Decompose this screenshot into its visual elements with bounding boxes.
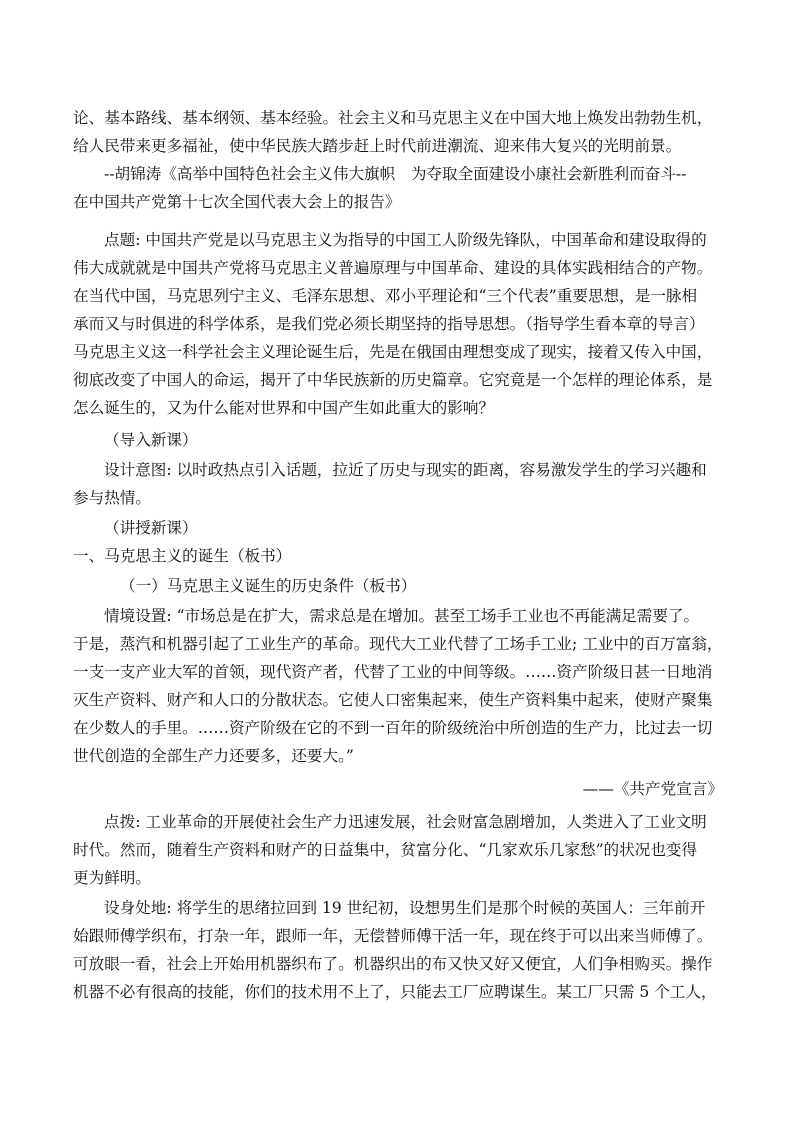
paragraph-line: 点拨: 工业革命的开展使社会生产力迅速发展，社会财富急剧增加，人类进入了工业文明 xyxy=(104,813,707,831)
paragraph-line: 于是，蒸汽和机器引起了工业生产的革命。现代大工业代替了工场手工业; 工业中的百万富翁， xyxy=(73,635,723,653)
paragraph-line: 在当代中国，马克思列宁主义、毛泽东思想、邓小平理论和“三个代表”重要思想，是一脉相 xyxy=(73,287,698,305)
paragraph-line: 论、基本路线、基本纲领、基本经验。社会主义和马克思主义在中国大地上焕发出勃勃生机， xyxy=(73,109,713,127)
paragraph-line: 彻底改变了中国人的命运，揭开了中华民族新的历史篇章。它究竟是一个怎样的理论体系，是 xyxy=(73,371,713,389)
paragraph-line: 始跟师傅学织布，打杂一年，跟师一年，无偿替师傅干活一年，现在终于可以出来当师傅了。 xyxy=(73,927,713,945)
paragraph-line: 伟大成就就是中国共产党将马克思主义普遍原理与中国革命、建设的具体实践相结合的产物。 xyxy=(73,259,713,277)
section-label: （讲授新课） xyxy=(104,519,198,537)
heading-level-2: （一）马克思主义诞生的历史条件（板书） xyxy=(120,577,417,595)
paragraph-line: 点题: 中国共产党是以马克思主义为指导的中国工人阶级先锋队，中国革命和建设取得的 xyxy=(104,231,707,249)
paragraph-line: 设计意图: 以时政热点引入话题，拉近了历史与现实的距离，容易激发学生的学习兴趣和 xyxy=(104,461,707,479)
paragraph-line: 时代。然而，随着生产资料和财产的日益集中，贫富分化、“几家欢乐几家愁”的状况也变得 xyxy=(73,841,698,859)
paragraph-line: 给人民带来更多福祉，使中华民族大踏步赶上时代前进潮流、迎来伟大复兴的光明前景。 xyxy=(73,137,682,155)
section-label: （导入新课） xyxy=(104,431,198,449)
paragraph-line: 怎么诞生的，又为什么能对世界和中国产生如此重大的影响？ xyxy=(73,399,495,417)
heading-level-1: 一、马克思主义的诞生（板书） xyxy=(73,547,292,565)
paragraph-line: 灭生产资料、财产和人口的分散状态。它使人口密集起来，使生产资料集中起来，使财产聚集 xyxy=(73,691,713,709)
paragraph-line: 可放眼一看，社会上开始用机器织布了。机器织出的布又快又好又便宜，人们争相购买。操作 xyxy=(73,955,713,973)
paragraph-line: 参与热情。 xyxy=(73,489,151,507)
paragraph-line: 马克思主义这一科学社会主义理论诞生后，先是在俄国由理想变成了现实，接着又传入中国， xyxy=(73,343,713,361)
quote-source: ——《共产党宣言》 xyxy=(582,780,723,798)
paragraph-line: 一支一支产业大军的首领，现代资产者，代替了工业的中间等级。……资产阶级日甚一日地消 xyxy=(73,663,713,681)
paragraph-line: 承而又与时俱进的科学体系，是我们党必须长期坚持的指导思想。（指导学生看本章的导言） xyxy=(73,315,705,333)
paragraph-line: 世代创造的全部生产力还要多，还要大。” xyxy=(73,747,354,765)
paragraph-line: 设身处地: 将学生的思绪拉回到 19 世纪初，设想男生们是那个时候的英国人：三年前开 xyxy=(104,899,706,917)
paragraph-line: 在少数人的手里。……资产阶级在它的不到一百年的阶级统治中所创造的生产力，比过去一切 xyxy=(73,719,713,737)
citation-line: 在中国共产党第十七次全国代表大会上的报告》 xyxy=(73,193,401,211)
paragraph-line: 机器不必有很高的技能，你们的技术用不上了，只能去工厂应聘谋生。某工厂只需 5 个工人， xyxy=(73,983,717,1001)
citation-line: --胡锦涛《高举中国特色社会主义伟大旗帜 为夺取全面建设小康社会新胜利而奋斗-- xyxy=(104,165,687,183)
paragraph-line: 情境设置: “市场总是在扩大，需求总是在增加。甚至工场手工业也不再能满足需要了。 xyxy=(104,607,700,625)
paragraph-line: 更为鲜明。 xyxy=(73,869,151,887)
